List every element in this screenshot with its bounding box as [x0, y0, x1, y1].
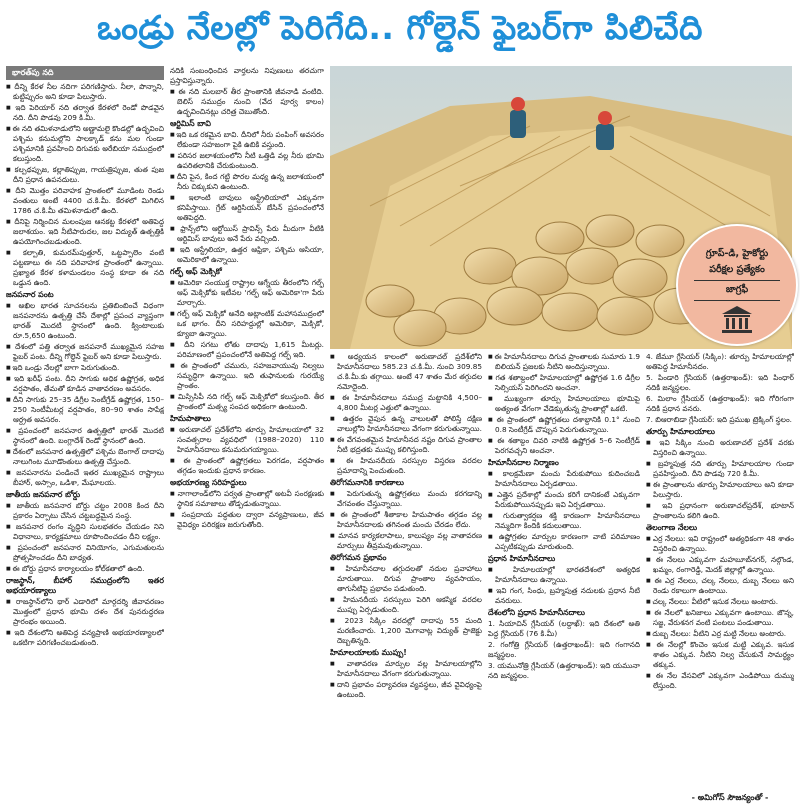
list-item: 4. జేమూ గ్లేసియర్ (సిక్కిం): తూర్పు హిమాలయాల్లో అతిపెద్ద హిమానీనదం. [646, 352, 794, 371]
paragraph: ■ పెరుగుతున్న ఉష్ణోగ్రతలు మంచు కరగడాన్ని వేగవంతం చేస్తున్నాయి. [330, 489, 482, 509]
paragraph: ■ ఇది ఆస్ట్రేలియా, ఉత్తర ఆఫ్రికా, పశ్చిమ ఆసియా, అమెరికాలో ఉన్నాయి. [170, 245, 324, 265]
page-headline: ఒండ్రు నేలల్లో పెరిగేది.. గోల్డెన్ ఫైబర్‌గా పిలిచేది [97, 7, 703, 47]
paragraph: ■ ఇవి ప్రధానంగా అరుణాచల్‌ప్రదేశ్, భూటాన్ ప్రాంతాలను కలిగి ఉంది. [646, 501, 794, 521]
paragraph: ■ ఈ హిమనదీయ సరస్సుల విస్తరణ వరదల ప్రమాదాన్ని పెంచుతుంది. [330, 456, 482, 476]
section-heading: తిరోగమనానికి కారణాలు [330, 478, 404, 487]
paragraph: ■ అఖిల భారత సూచనలను ప్రతిబింబించే విధంగా జనపనారను ఉత్పత్తి చేసే దేశాల్లో ప్రపంచ వ్యాప్తంగా భారత్ మొదటి స్థానంలో ఉంది. క్వింటాలుకు రూ.5,650 ఉంటుంది. [6, 301, 164, 341]
paragraph: ■ ప్రపంచంలో జనపనార ఉత్పత్తిలో భారత్ మొదటి స్థానంలో ఉంది. బంగ్లాదేశ్ రెండో స్థానంలో ఉంది. [6, 426, 164, 446]
paragraph: ■ హిమానీనదాల తగ్గుదలతో నదుల ప్రవాహాలు మారుతాయి. దిగువ ప్రాంతాల వ్యవసాయం, తాగునీటిపై ప్రభావం పడుతుంది. [330, 564, 482, 594]
building-icon [720, 304, 754, 334]
paragraph: ■ ఎర్ర నేలలు: ఇవి రాష్ట్రంలో అత్యధికంగా 48 శాతం విస్తరించి ఉన్నాయి. [646, 534, 794, 554]
paragraph: ■ కల్పథప్పుజ, కల్లాతిప్పుజ, గాయత్రిప్పుజ, తుత పుజ దీని ప్రధాన ఉపనదులు. [6, 165, 164, 185]
paragraph: ■ ప్రపంచంలో జనపనార వినియోగం, ఎగుమతులను ప్రోత్సహించడం దీని బాధ్యత. [6, 543, 164, 563]
paragraph: ■ ఈ ప్రాంతంలో శీతాకాల హిమపాతం తగ్గడం వల్ల హిమానీనదాలకు తగినంత మంచు చేరడం లేదు. [330, 510, 482, 530]
list-item: 2. గంగోత్రి గ్లేసియర్ (ఉత్తరాఖండ్): ఇది గంగానది జన్మస్థలం. [488, 640, 640, 659]
paragraph: ■ ఇది ఖరీఫ్ పంట. దీని సాగుకు అధిక ఉష్ణోగ్రత, అధిక వర్షపాతం, తేమతో కూడిన వాతావరణం అవసరం. [6, 374, 164, 394]
section-band-bharatpuzha: భారత్‌పు నది [6, 66, 164, 80]
paragraph: ■ ముఖ్యంగా తూర్పు హిమాలయాలు భూమిపై అత్యంత వేగంగా వేడెక్కుతున్న ప్రాంతాల్లో ఒకటి. [488, 394, 640, 414]
paragraph: ■ ఫ్రాన్స్‌లోని ఆర్టోయిస్ ప్రావిన్స్ పేరు మీదుగా వీటికి ఆర్టిమిస్ బావులు అనే పేరు వచ్చింది. [170, 224, 324, 244]
paragraph: ■ దీని పైన, కింద గట్టి పొరల మధ్య ఉన్న జలాశయంలో నీరు చిక్కుకుని ఉంటుంది. [170, 172, 324, 192]
section-heading: దేశంలోని ప్రధాన హిమానీనదాలు [488, 608, 585, 617]
paragraph: ■ గురుత్వాకర్షణ శక్తి కారణంగా హిమానీనదాలు నెమ్మదిగా కిందికి కదులుతాయి. [488, 511, 640, 531]
paragraph: ■ ఈ ప్రాంతంలో ఉష్ణోగ్రతలు దశాబ్దానికి 0.1° నుంచి 0.8 సెంటీగ్రేడ్ చొప్పున పెరుగుతున్నాయి. [488, 415, 640, 435]
paragraph: ■ జనపనారను పండించే ఇతర ముఖ్యమైన రాష్ట్రాలు బీహార్, అస్సాం, ఒడిశా, మేఘాలయ. [6, 468, 164, 488]
paragraph: ■ ఈ శతాబ్దం చివరి నాటికి ఉష్ణోగ్రత 5–6 సెంటీగ్రేడ్ పెరగవచ్చని అంచనా. [488, 436, 640, 456]
badge-divider [694, 300, 780, 301]
paragraph: ■ ఈ ప్రాంతంలో చమురు, సహజవాయువు నిల్వలు సమృద్ధిగా ఉన్నాయి. ఇది తుఫానులకు గురయ్యే ప్రాంతం. [170, 361, 324, 391]
paragraph: ■ ఈ నేలలు ఎక్కువగా మహబూబ్‌నగర్, నల్గొండ, ఖమ్మం, రంగారెడ్డి, మెదక్ జిల్లాల్లో ఉన్నాయి. [646, 555, 794, 575]
paragraph: ■ ఈ ప్రాంతాలను తూర్పు హిమాలయాలు అని కూడా పిలుస్తారు. [646, 480, 794, 500]
paragraph: ■ అధ్యయన కాలంలో అరుణాచల్ ప్రదేశ్‌లోని హిమానీనదాలు 585.23 చ.కి.మీ. నుంచి 309.85 చ.కి.మీ.కు తగ్గాయి. అంటే 47 శాతం మేర తగ్గుదల నమోదైంది. [330, 352, 482, 392]
section-heading: అభయారణ్య సరిహద్దులు [170, 478, 247, 487]
paragraph: ■ అమెరికా సంయుక్త రాష్ట్రాల ఆగ్నేయ తీరంలోని గల్ఫ్ ఆఫ్ మెక్సికోకు ఇటీవల 'గల్ఫ్ ఆఫ్ అమెరికా'గా పేరు మార్చారు. [170, 278, 324, 308]
paragraph: ■ జాతీయ జనపనార బోర్డు చట్టం 2008 కింద దీని ప్రకారం ఏర్పాటు చేసిన చట్టబద్ధమైన సంస్థ. [6, 501, 164, 521]
column-3 [330, 352, 482, 807]
paragraph: ■ ఇది ఒక రకమైన బావి. దీనిలో నీరు పంపింగ్ అవసరం లేకుండా సహజంగా పైకి ఉబికి వస్తుంది. [170, 130, 324, 150]
paragraph: ■ చల్క నేలలు: వీటిలో ఇసుక నేలలు అంటారు. [646, 597, 794, 607]
paragraph: ■ దేశంలో జనపనార ఉత్పత్తిలో పశ్చిమ బెంగాల్ దాదాపు నాలుగింట మూడొంతులు ఉత్పత్తి చేస్తుంది. [6, 447, 164, 467]
paragraph: ■ నాగాలాండ్‌లోని పర్వత ప్రాంతాల్లో అటవీ సంరక్షణకు స్థానిక సమాజాలు తోడ్పడుతున్నాయి. [170, 489, 324, 509]
paragraph: ■ మిస్సిసిపీ నది గల్ఫ్ ఆఫ్ మెక్సికోలో కలుస్తుంది. తీర ప్రాంతంలో మత్స్య సంపద అధికంగా ఉంటుంది. [170, 392, 324, 412]
paragraph: ■ ఎత్తైన ప్రదేశాల్లో మంచు కరిగే దానికంటే ఎక్కువగా పేరుకుపోయినప్పుడు ఇవి ఏర్పడతాయి. [488, 490, 640, 510]
section-heading: జనపనార పంట [6, 290, 54, 299]
section-heading: తిరోగమన ప్రభావం [330, 553, 387, 562]
badge-line-2: పరీక్షల ప్రత్యేకం [709, 264, 765, 275]
paragraph: ■ కల్పాతి, కుమరమ్‌పుత్తూర్, ఒట్టప్పాలెం వంటి పట్టణాలు ఈ నది పరివాహక ప్రాంతంలో ఉన్నాయి. ప్రఖ్యాత కేరళ కళామండలం సంస్థ కూడా ఈ నది ఒడ్డున ఉంది. [6, 248, 164, 288]
paragraph: ■ ఇది ఒండ్రు నేలల్లో బాగా పెరుగుతుంది. [6, 363, 164, 373]
badge-divider [694, 280, 780, 281]
section-heading: తెలంగాణ నేలలు [646, 523, 698, 532]
section-heading: తూర్పు హిమాలయాలు [646, 427, 715, 436]
paragraph: ■ అరుణాచల్ ప్రదేశ్‌లోని తూర్పు హిమాలయాలో 32 సంవత్సరాల వ్యవధిలో (1988–2020) 110 హిమానీనదాలు కనుమరుగయ్యాయి. [170, 425, 324, 455]
paragraph: ■ ఇలాంటి బావులు ఆస్ట్రేలియాలో ఎక్కువగా కనిపిస్తాయి. గ్రేట్ ఆర్టిసియన్ బేసిన్ ప్రపంచంలోనే అతిపెద్దది. [170, 193, 324, 223]
paragraph: ■ ఇది పెరియార్ నది తర్వాత కేరళలో రెండో పొడవైన నది. దీని పొడవు 209 కి.మీ. [6, 103, 164, 123]
badge-line-3: జాగ్రఫీ [725, 284, 749, 295]
section-heading: గల్ఫ్ ఆఫ్ మెక్సికో [170, 267, 222, 276]
paragraph: ■ ఈ హిమానీనదాలు సముద్ర మట్టానికి 4,500–4,800 మీటర్ల ఎత్తులో ఉన్నాయి. [330, 393, 482, 413]
list-item: 5. పిండారి గ్లేసియర్ (ఉత్తరాఖండ్): ఇది పింధార్ నదికి జన్మస్థలం. [646, 373, 794, 392]
paragraph: ■ ఉష్ణోగ్రతల మార్పుల కారణంగా వాటి పరిమాణం ఎప్పటికప్పుడు మారుతుంది. [488, 532, 640, 552]
list-item: 1. సియాచిన్ గ్లేసియర్ (లద్దాఖ్): ఇది దేశంలో అతి పెద్ద గ్లేసియర్ (76 కి.మీ) [488, 619, 640, 638]
paragraph: ■ ఈ బోర్డు ప్రధాన కార్యాలయం కోల్‌కతాలో ఉంది. [6, 564, 164, 574]
section-heading: ప్రధాన హిమానీనదాలు [488, 554, 556, 563]
paragraph: ■ బ్రహ్మపుత్ర నది తూర్పు హిమాలయాల గుండా ప్రవహిస్తుంది. దీని పొడవు 720 కి.మీ. [646, 459, 794, 479]
paragraph: ■ దీని సాగుకు 25–35 డిగ్రీల సెంటీగ్రేడ్ ఉష్ణోగ్రత, 150–250 సెంటీమీటర్ల వర్షపాతం, 80–90 శాతం సాపేక్ష ఆర్ద్రత అవసరం. [6, 395, 164, 425]
paragraph: ■ పరిసర జలాశయంలోని నీటి ఒత్తిడి వల్ల నీరు భూమి ఉపరితలానికి చేరుకుంటుంది. [170, 151, 324, 171]
paragraph: ■ మానవ కార్యకలాపాలు, కాలుష్యం వల్ల వాతావరణ మార్పులు తీవ్రమవుతున్నాయి. [330, 531, 482, 551]
paragraph: ■ ఇవి సిక్కిం నుంచి అరుణాచల్ ప్రదేశ్ వరకు విస్తరించి ఉన్నాయి. [646, 438, 794, 458]
paragraph: ■ దీని మొత్తం పరివాహక ప్రాంతంలో మూడింట రెండు వంతులు అంటే 4400 చ.కి.మీ. కేరళలో మిగిలిన 1786 చ.కి.మీ తమిళనాడులో ఉంది. [6, 186, 164, 216]
section-heading: ఆర్టిమిస్ బావి [170, 119, 211, 128]
paragraph: ■ ఇది దేశంలోని అతిపెద్ద వన్యప్రాణి అభయారణ్యాలలో ఒకటిగా పరిగణించబడుతుంది. [6, 628, 164, 648]
paragraph: ■ గత శతాబ్దంలో హిమాలయాల్లో ఉష్ణోగ్రత 1.6 డిగ్రీల సెల్సియస్ పెరిగిందని అంచనా. [488, 373, 640, 393]
column-5 [646, 352, 794, 790]
paragraph: ■ ఉత్తరం వైపున ఉన్న వాలులతో పోలిస్తే దక్షిణ వాలుల్లోని హిమానీనదాలు వేగంగా కరుగుతున్నాయి. [330, 414, 482, 434]
paragraph: ■ ఈ హిమానీనదాలు దిగువ ప్రాంతాలకు సుమారు 1.9 బిలియన్ ప్రజలకు నీటిని అందిస్తున్నాయి. [488, 352, 640, 372]
paragraph: ■ ఈ నది మలబార్ తీర ప్రాంతానికి జీవనాడి వంటిది. బెలిస్ సముద్రం నుంచి (వేద పూర్వ కాలం) ఉద్భవించినట్లు చరిత్ర చెబుతోంది. [170, 87, 324, 117]
paragraph: ■ 2023 సిక్కిం వరదల్లో దాదాపు 55 మంది మరణించారు. 1,200 మెగావాట్ల విద్యుత్ ప్రాజెక్టు దెబ్బతిన్నది. [330, 616, 482, 646]
paragraph: ■ ఈ నేలల్లో కొంచెం ఇసుక మట్టి ఎక్కువ. ఇసుక శాతం ఎక్కువ. నీటిని నిల్వ చేసుకునే సామర్థ్యం తక్కువ. [646, 640, 794, 670]
paragraph: ■ రాజస్థాన్‌లోని థార్ ఎడారిలో మార్గదర్శి జీవావరణం మొత్తంలో ప్రధాన భూమి దళం దేశ పునరుద్ధరణ ప్రారంభం అయింది. [6, 597, 164, 627]
paragraph: ■ దాని ప్రభావం పర్యావరణ వ్యవస్థలు, జీవ వైవిధ్యంపై ఉంటుంది. [330, 680, 482, 700]
section-heading: హిమానీనదాల నిర్మాణం [488, 458, 559, 467]
paragraph: ■ దేశంలో పత్తి తర్వాత జనపనారే ముఖ్యమైన సహజ ఫైబర్ పంట. దీన్ని గోల్డెన్ ఫైబర్ అని కూడా పిలుస్తారు. [6, 342, 164, 362]
paragraph: ■ కాలక్రమేణా మంచు పేరుకుపోయి కుదించబడి హిమానీనదాలు ఏర్పడతాయి. [488, 469, 640, 489]
column-1 [6, 66, 164, 806]
paragraph: ■ జనపనార రంగం వృద్ధిని సులభతరం చేయడం నిని విధానాలు, కార్యక్రమాలు రూపొందించడం దీని లక్ష్యం. [6, 522, 164, 542]
paragraph: ■ దీన్ని కేరళ నీల నదిగా పరిగణిస్తారు. నీలా, పొన్నాని, కుట్టిప్పురం అని కూడా పిలుస్తారు. [6, 82, 164, 102]
paragraph: ■ ఈ వేగవంతమైన హిమానీనద నష్టం దిగువ ప్రాంతాల నీటి భద్రతకు ముప్పు కలిగిస్తుంది. [330, 435, 482, 455]
paragraph: ■ ఈ నేలలో ఖనిజాలు ఎక్కువగా ఉంటాయి. జొన్న, సజ్జ, వేరుశనగ వంటి పంటలు పండుతాయి. [646, 608, 794, 628]
section-heading: హిమపాతాలు [170, 414, 211, 423]
exam-special-badge [676, 224, 798, 346]
column-2 [170, 66, 324, 806]
list-item: 6. మిలాం గ్లేసియర్ (ఉత్తరాఖండ్): ఇది గోరిగంగా నదికి ప్రధాన వనరు. [646, 394, 794, 413]
paragraph: ■ ఈ ప్రాంతంలో ఉష్ణోగ్రతలు పెరగడం, వర్షపాతం తగ్గడం ఇందుకు ప్రధాన కారణం. [170, 456, 324, 476]
section-heading: జాతీయ జనపనార బోర్డు [6, 490, 81, 499]
column-4 [488, 352, 640, 807]
badge-line-1: గ్రూప్-డి, హైకోర్టు [705, 248, 769, 259]
list-item: 3. యమునోత్రి గ్లేసియర్ (ఉత్తరాఖండ్): ఇది యమునా నది జన్మస్థలం. [488, 661, 640, 680]
paragraph: ■ ఈ ఎర్ర నేలలు, చల్క నేలలు, దుబ్బ నేలలు అని రెండు రకాలుగా ఉంటాయి. [646, 576, 794, 596]
paragraph: ■ సంప్రదాయ పద్ధతుల ద్వారా వన్యప్రాణులు, జీవ వైవిధ్యం పరిరక్షణ జరుగుతోంది. [170, 510, 324, 530]
paragraph: ■ దీనిపై నిర్మించిన మలంపుజ ఆనకట్ట కేరళలో అతిపెద్ద జలాశయం. ఇది నీటిపారుదల, జల విద్యుత్ ఉత్పత్తికి ఉపయోగించబడుతుంది. [6, 217, 164, 247]
credit-line: - అమిగోస్ సౌజన్యంతో - [691, 793, 769, 802]
paragraph: ■ వాతావరణ మార్పుల వల్ల హిమాలయాల్లోని హిమానీనదాలు వేగంగా కరుగుతున్నాయి. [330, 659, 482, 679]
paragraph: ■ ఈ నది తమిళనాడులోని అణ్ణామలై కొండల్లో ఉద్భవించి పశ్చిమ కనుమల్లోని పాలక్కాడ్ కను మల గుండా పశ్చిమానికి ప్రవహించి దిగువకు అరేబియా సముద్రంలో కలుస్తుంది. [6, 124, 164, 164]
paragraph: ■ ఈ నేల వేసవిలో ఎక్కువగా ఎండిపోయి దుమ్ము లేస్తుంది. [646, 671, 794, 691]
section-heading: హిమాలయాలకు ముప్పు! [330, 648, 407, 657]
list-item: 7. బిఆరాబిడా గ్లేసియర్: ఇది ప్రముఖ ట్రెక్కింగ్ స్థలం. [646, 415, 792, 424]
paragraph: ■ ఇవి గంగ, సింధు, బ్రహ్మపుత్ర నదులకు ప్రధాన నీటి వనరులు. [488, 586, 640, 606]
paragraph: ■ గల్ఫ్ ఆఫ్ మెక్సికో అనేది అట్లాంటిక్ మహాసముద్రంలో ఒక భాగం. దీని సరిహద్దుల్లో అమెరికా, మెక్సికో, క్యూబా ఉన్నాయి. [170, 309, 324, 339]
paragraph: ■ హిమాలయాల్లో భారతదేశంలో అత్యధిక హిమానీనదాలు ఉన్నాయి. [488, 565, 640, 585]
paragraph: ■ హిమనదీయ సరస్సులు పెరిగి ఆకస్మిక వరదల ముప్పు ఏర్పడుతుంది. [330, 595, 482, 615]
section-heading: రాజస్థాన్, బీహార్ సముద్రంలోని ఇతర అభయారణ్యాలు [6, 576, 164, 595]
paragraph: నదికి సంబంధించిన వార్తలను నిపుణులు తరచుగా ప్రస్తావిస్తున్నారు. [170, 66, 324, 85]
paragraph: ■ దీని సగటు లోతు దాదాపు 1,615 మీటర్లు. పరిమాణంలో ప్రపంచంలోనే అతిపెద్ద గల్ఫ్ ఇది. [170, 340, 324, 360]
paragraph: ■ దుబ్బ నేలలు: వీటిని ఎర్ర మట్టి నేలలు అంటారు. [646, 629, 794, 639]
